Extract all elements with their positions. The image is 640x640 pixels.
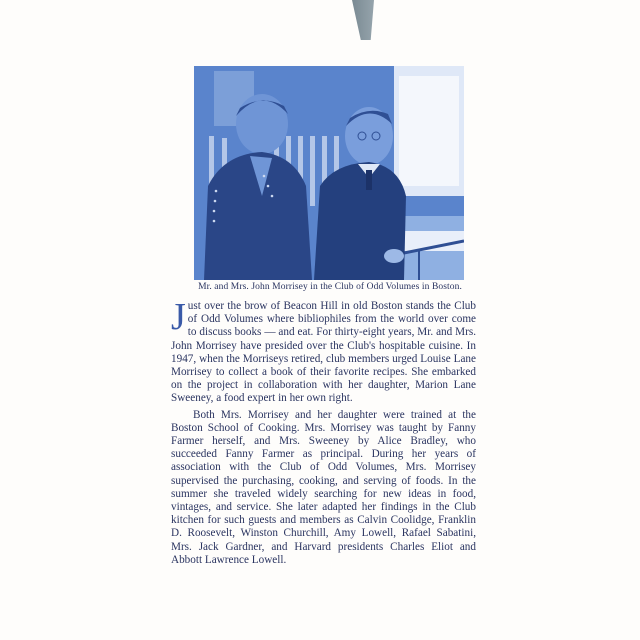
portrait-photo <box>194 66 464 280</box>
bookmark-ribbon <box>352 0 374 40</box>
drop-cap: J <box>171 296 186 338</box>
paragraph-2: Both Mrs. Morrisey and her daughter were trained at the Boston School of Cooking. Mrs. Morrisey was taught by Fanny Farmer herself, and Mrs. Sweeney by Alice Bradley, who succeeded Fanny Farmer as principal. During her years of association with the Club of Odd Volumes, Mrs. Morrisey supervised the purchasing, cooking, and serving of foods. In the summer she traveled widely searching for new ideas in food, vintages, and service. She later adapted her findings in the Club kitchen for such guests and members as Calvin Coolidge, Franklin D. Roosevelt, Winston Churchill, Amy Lowell, Rafael Sabatini, Mrs. Jack Gardner, and Harvard presidents Charles Eliot and Abbott Lawrence Lowell. <box>171 408 476 566</box>
paragraph-1 <box>171 296 476 406</box>
photo-caption: Mr. and Mrs. John Morrisey in the Club of Odd Volumes in Boston. <box>198 282 462 292</box>
paragraph-1-text: ust over the brow of Beacon Hill in old Boston stands the Club of Odd Volumes where bibliophiles from the world over come to discuss books — and eat. For thirty-eight years, Mr. and Mrs. John Morrisey have presided over the Club's hospitable cuisine. In 1947, when the Morriseys retired, club members urged Louise Lane Morrisey to collect a book of their favorite recipes. She embarked on the project in collaboration with her daughter, Marion Lane Sweeney, a food expert in her own right. <box>171 300 476 405</box>
photo-illustration <box>194 66 464 280</box>
article-body <box>171 296 476 567</box>
